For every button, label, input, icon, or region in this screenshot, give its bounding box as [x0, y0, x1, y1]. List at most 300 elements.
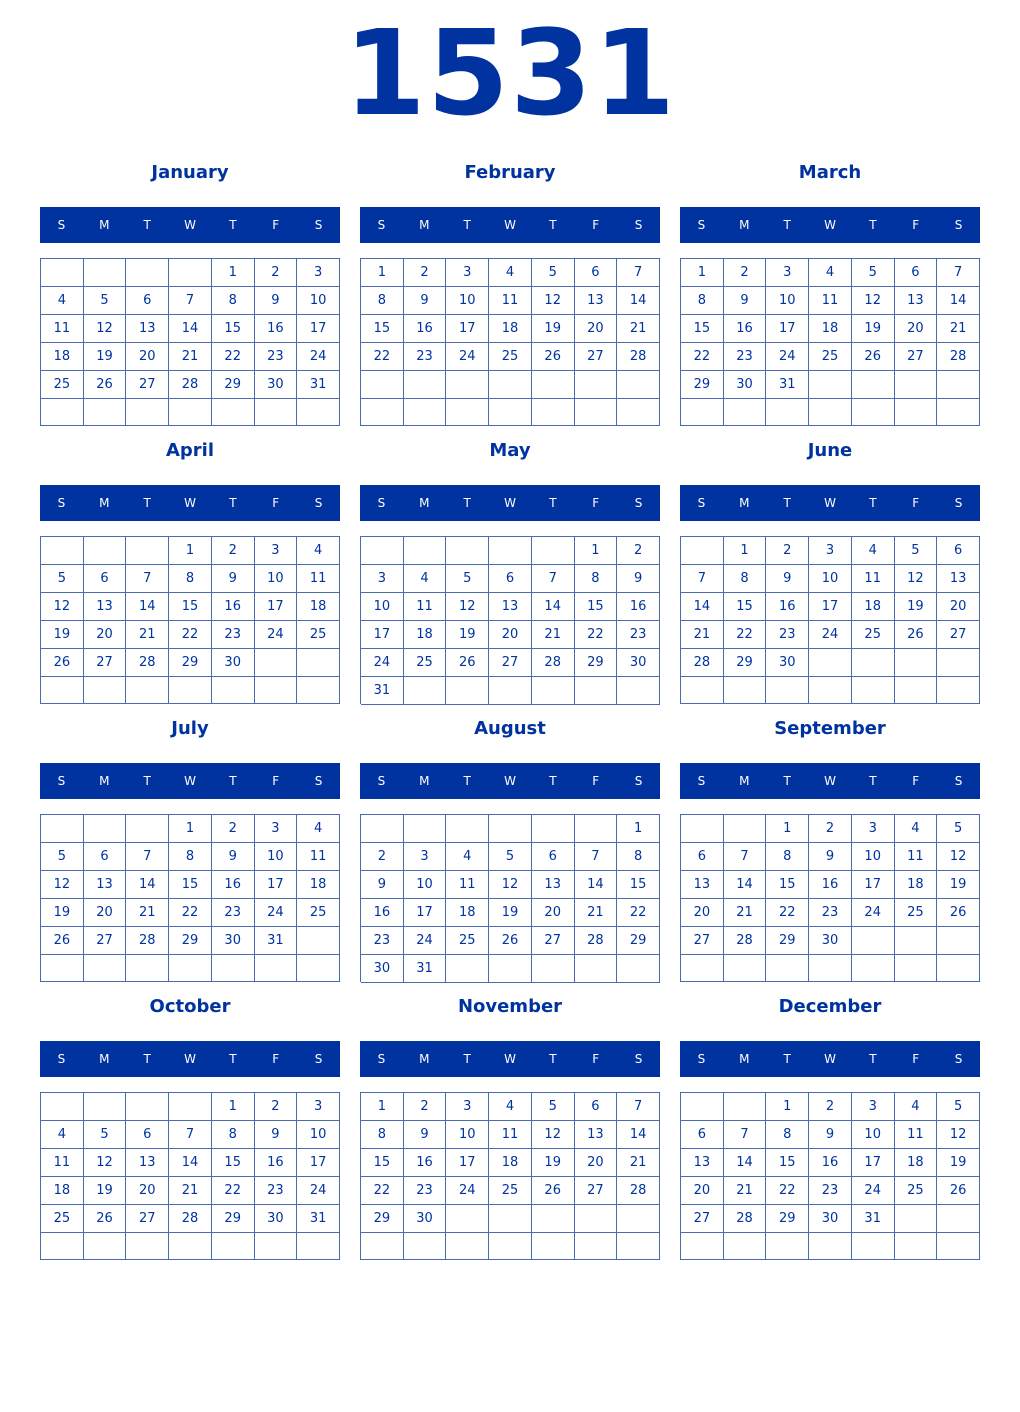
day-cell: 20: [126, 343, 169, 371]
empty-day-cell: [895, 1205, 938, 1233]
day-cell: 4: [809, 259, 852, 287]
empty-day-cell: [255, 649, 298, 677]
empty-day-cell: [532, 677, 575, 705]
weekday-label: F: [592, 496, 600, 510]
day-cell: 31: [297, 371, 340, 399]
day-grid: [40, 1092, 340, 1260]
empty-day-cell: [724, 1233, 767, 1260]
month-march: [680, 155, 980, 427]
day-cell: 23: [404, 1177, 447, 1205]
empty-day-cell: [404, 537, 447, 565]
day-cell: 24: [809, 621, 852, 649]
empty-day-cell: [361, 537, 404, 565]
weekday-label: T: [463, 496, 471, 510]
weekday-header: [360, 485, 660, 521]
day-cell: 12: [84, 1149, 127, 1177]
weekday-label: S: [314, 496, 323, 510]
weekday-label: S: [57, 1052, 66, 1066]
empty-day-cell: [41, 677, 84, 704]
day-cell: 2: [255, 259, 298, 287]
day-cell: 31: [361, 677, 404, 705]
day-cell: 28: [575, 927, 618, 955]
weekday-label: F: [272, 496, 280, 510]
weekday-label: S: [634, 218, 643, 232]
day-cell: 3: [255, 537, 298, 565]
day-cell: 4: [297, 537, 340, 565]
day-cell: 6: [681, 843, 724, 871]
month-august: [360, 711, 660, 983]
day-cell: 11: [489, 287, 532, 315]
day-grid: [360, 814, 660, 982]
empty-day-cell: [809, 371, 852, 399]
empty-day-cell: [446, 677, 489, 705]
empty-day-cell: [532, 1233, 575, 1260]
day-cell: 27: [681, 927, 724, 955]
empty-day-cell: [681, 1233, 724, 1260]
empty-day-cell: [809, 1233, 852, 1260]
month-november: [360, 989, 660, 1261]
day-cell: 30: [212, 649, 255, 677]
day-cell: 10: [255, 565, 298, 593]
weekday-label: T: [229, 218, 237, 232]
day-cell: 3: [766, 259, 809, 287]
day-cell: 4: [41, 1121, 84, 1149]
empty-day-cell: [681, 815, 724, 843]
day-cell: 25: [41, 1205, 84, 1233]
empty-day-cell: [617, 1205, 660, 1233]
empty-day-cell: [126, 399, 169, 426]
day-cell: 30: [255, 1205, 298, 1233]
day-cell: 18: [852, 593, 895, 621]
empty-day-cell: [41, 1093, 84, 1121]
day-cell: 9: [404, 287, 447, 315]
weekday-label: T: [549, 1052, 557, 1066]
day-cell: 25: [895, 1177, 938, 1205]
day-cell: 6: [575, 1093, 618, 1121]
day-cell: 16: [404, 315, 447, 343]
empty-day-cell: [169, 1093, 212, 1121]
empty-day-cell: [681, 677, 724, 704]
month-name: July: [171, 718, 209, 739]
day-cell: 29: [212, 1205, 255, 1233]
day-cell: 26: [937, 1177, 980, 1205]
empty-day-cell: [446, 537, 489, 565]
weekday-label: M: [419, 218, 430, 232]
weekday-label: W: [184, 496, 196, 510]
month-june: [680, 433, 980, 705]
day-cell: 13: [681, 871, 724, 899]
weekday-label: T: [869, 774, 877, 788]
empty-day-cell: [532, 815, 575, 843]
day-grid: [360, 1092, 660, 1260]
weekday-label: W: [504, 218, 516, 232]
day-cell: 22: [766, 1177, 809, 1205]
empty-day-cell: [361, 1233, 404, 1260]
empty-day-cell: [575, 399, 618, 427]
weekday-label: T: [869, 1052, 877, 1066]
month-name: March: [798, 162, 862, 183]
empty-day-cell: [297, 927, 340, 955]
empty-day-cell: [84, 1093, 127, 1121]
day-cell: 23: [255, 343, 298, 371]
empty-day-cell: [937, 649, 980, 677]
day-cell: 9: [255, 287, 298, 315]
day-cell: 14: [617, 1121, 660, 1149]
day-cell: 7: [724, 1121, 767, 1149]
day-cell: 5: [84, 1121, 127, 1149]
day-cell: 14: [724, 1149, 767, 1177]
day-cell: 8: [169, 843, 212, 871]
day-cell: 1: [361, 1093, 404, 1121]
empty-day-cell: [489, 955, 532, 983]
day-cell: 18: [446, 899, 489, 927]
day-cell: 22: [724, 621, 767, 649]
day-cell: 14: [724, 871, 767, 899]
day-cell: 14: [937, 287, 980, 315]
day-cell: 16: [212, 593, 255, 621]
empty-day-cell: [937, 955, 980, 982]
day-cell: 28: [169, 1205, 212, 1233]
weekday-label: F: [912, 218, 920, 232]
day-cell: 13: [489, 593, 532, 621]
day-cell: 12: [489, 871, 532, 899]
day-cell: 11: [489, 1121, 532, 1149]
weekday-header: [40, 207, 340, 243]
empty-day-cell: [532, 399, 575, 427]
day-cell: 15: [212, 1149, 255, 1177]
day-cell: 4: [895, 815, 938, 843]
day-cell: 22: [681, 343, 724, 371]
day-cell: 21: [724, 899, 767, 927]
empty-day-cell: [532, 1205, 575, 1233]
day-cell: 7: [724, 843, 767, 871]
day-cell: 9: [617, 565, 660, 593]
day-cell: 1: [169, 815, 212, 843]
weekday-label: S: [697, 496, 706, 510]
empty-day-cell: [766, 399, 809, 426]
day-cell: 1: [681, 259, 724, 287]
day-cell: 19: [532, 1149, 575, 1177]
day-cell: 25: [297, 899, 340, 927]
empty-day-cell: [126, 955, 169, 982]
day-cell: 17: [446, 315, 489, 343]
month-name: December: [778, 996, 882, 1017]
day-cell: 14: [169, 315, 212, 343]
empty-day-cell: [126, 537, 169, 565]
day-cell: 11: [895, 1121, 938, 1149]
empty-day-cell: [84, 399, 127, 426]
empty-day-cell: [297, 677, 340, 704]
day-cell: 17: [766, 315, 809, 343]
day-cell: 6: [126, 1121, 169, 1149]
weekday-label: T: [143, 496, 151, 510]
day-cell: 9: [724, 287, 767, 315]
day-cell: 10: [361, 593, 404, 621]
day-cell: 1: [724, 537, 767, 565]
weekday-label: F: [912, 774, 920, 788]
day-cell: 19: [532, 315, 575, 343]
empty-day-cell: [852, 1233, 895, 1260]
day-cell: 2: [361, 843, 404, 871]
day-cell: 16: [809, 871, 852, 899]
weekday-label: W: [824, 496, 836, 510]
weekday-label: S: [57, 496, 66, 510]
empty-day-cell: [937, 399, 980, 426]
empty-day-cell: [809, 649, 852, 677]
day-cell: 1: [575, 537, 618, 565]
empty-day-cell: [489, 677, 532, 705]
weekday-label: W: [184, 774, 196, 788]
day-cell: 31: [297, 1205, 340, 1233]
day-cell: 1: [169, 537, 212, 565]
empty-day-cell: [617, 677, 660, 705]
day-cell: 5: [937, 815, 980, 843]
day-cell: 8: [617, 843, 660, 871]
day-cell: 27: [895, 343, 938, 371]
empty-day-cell: [297, 399, 340, 426]
day-cell: 11: [809, 287, 852, 315]
day-cell: 1: [617, 815, 660, 843]
empty-day-cell: [681, 1093, 724, 1121]
day-cell: 19: [84, 343, 127, 371]
day-cell: 24: [446, 1177, 489, 1205]
weekday-label: W: [504, 1052, 516, 1066]
day-cell: 7: [937, 259, 980, 287]
weekday-label: M: [419, 774, 430, 788]
day-cell: 16: [617, 593, 660, 621]
day-cell: 29: [575, 649, 618, 677]
empty-day-cell: [809, 677, 852, 704]
day-cell: 10: [297, 287, 340, 315]
day-cell: 24: [404, 927, 447, 955]
day-cell: 13: [532, 871, 575, 899]
day-cell: 8: [212, 287, 255, 315]
day-cell: 12: [532, 287, 575, 315]
day-cell: 15: [361, 315, 404, 343]
weekday-label: S: [377, 1052, 386, 1066]
day-cell: 21: [169, 343, 212, 371]
empty-day-cell: [126, 1233, 169, 1260]
weekday-label: M: [419, 1052, 430, 1066]
day-cell: 31: [766, 371, 809, 399]
empty-day-cell: [446, 1233, 489, 1260]
empty-day-cell: [361, 371, 404, 399]
day-cell: 28: [724, 1205, 767, 1233]
empty-day-cell: [169, 259, 212, 287]
empty-day-cell: [404, 399, 447, 427]
day-cell: 3: [809, 537, 852, 565]
day-cell: 20: [84, 621, 127, 649]
empty-day-cell: [297, 955, 340, 982]
day-cell: 7: [126, 565, 169, 593]
day-cell: 18: [489, 1149, 532, 1177]
month-may: [360, 433, 660, 705]
weekday-header: [680, 1041, 980, 1077]
day-cell: 29: [766, 1205, 809, 1233]
weekday-label: M: [99, 774, 110, 788]
day-cell: 23: [212, 621, 255, 649]
day-cell: 21: [681, 621, 724, 649]
empty-day-cell: [895, 399, 938, 426]
empty-day-cell: [361, 815, 404, 843]
day-cell: 10: [446, 287, 489, 315]
day-cell: 13: [126, 315, 169, 343]
day-cell: 8: [212, 1121, 255, 1149]
day-cell: 23: [766, 621, 809, 649]
weekday-label: T: [869, 496, 877, 510]
day-cell: 30: [809, 927, 852, 955]
empty-day-cell: [84, 1233, 127, 1260]
month-april: [40, 433, 340, 705]
empty-day-cell: [489, 1233, 532, 1260]
empty-day-cell: [532, 537, 575, 565]
day-cell: 12: [852, 287, 895, 315]
day-cell: 19: [937, 871, 980, 899]
day-cell: 15: [766, 871, 809, 899]
weekday-label: S: [954, 774, 963, 788]
empty-day-cell: [126, 815, 169, 843]
day-cell: 20: [681, 899, 724, 927]
day-cell: 7: [575, 843, 618, 871]
day-cell: 8: [724, 565, 767, 593]
day-cell: 2: [255, 1093, 298, 1121]
day-cell: 25: [404, 649, 447, 677]
day-cell: 27: [937, 621, 980, 649]
day-cell: 7: [169, 1121, 212, 1149]
day-cell: 23: [724, 343, 767, 371]
day-cell: 31: [852, 1205, 895, 1233]
day-cell: 4: [297, 815, 340, 843]
day-cell: 3: [852, 815, 895, 843]
empty-day-cell: [852, 371, 895, 399]
weekday-label: T: [549, 774, 557, 788]
day-cell: 8: [169, 565, 212, 593]
empty-day-cell: [575, 1205, 618, 1233]
empty-day-cell: [724, 955, 767, 982]
day-cell: 17: [361, 621, 404, 649]
weekday-label: S: [697, 218, 706, 232]
day-cell: 20: [84, 899, 127, 927]
empty-day-cell: [681, 955, 724, 982]
day-cell: 23: [617, 621, 660, 649]
day-cell: 16: [361, 899, 404, 927]
weekday-label: S: [314, 218, 323, 232]
empty-day-cell: [446, 955, 489, 983]
day-cell: 30: [766, 649, 809, 677]
day-cell: 16: [724, 315, 767, 343]
day-cell: 18: [895, 1149, 938, 1177]
day-cell: 30: [361, 955, 404, 983]
day-cell: 19: [84, 1177, 127, 1205]
empty-day-cell: [575, 677, 618, 705]
empty-day-cell: [575, 1233, 618, 1260]
day-cell: 7: [532, 565, 575, 593]
empty-day-cell: [937, 1233, 980, 1260]
day-cell: 19: [895, 593, 938, 621]
day-cell: 17: [255, 593, 298, 621]
month-july: [40, 711, 340, 983]
day-cell: 23: [404, 343, 447, 371]
weekday-label: M: [739, 774, 750, 788]
day-cell: 17: [255, 871, 298, 899]
empty-day-cell: [41, 815, 84, 843]
month-name: September: [774, 718, 886, 739]
day-cell: 26: [852, 343, 895, 371]
day-cell: 27: [575, 343, 618, 371]
day-cell: 5: [532, 259, 575, 287]
day-cell: 18: [489, 315, 532, 343]
day-cell: 19: [41, 621, 84, 649]
empty-day-cell: [895, 955, 938, 982]
day-cell: 18: [404, 621, 447, 649]
empty-day-cell: [169, 955, 212, 982]
empty-day-cell: [41, 955, 84, 982]
day-cell: 2: [809, 815, 852, 843]
day-cell: 20: [489, 621, 532, 649]
day-cell: 3: [297, 259, 340, 287]
day-cell: 23: [255, 1177, 298, 1205]
day-cell: 22: [766, 899, 809, 927]
weekday-label: M: [419, 496, 430, 510]
weekday-label: T: [143, 774, 151, 788]
day-cell: 11: [297, 565, 340, 593]
day-cell: 20: [681, 1177, 724, 1205]
day-cell: 23: [212, 899, 255, 927]
day-cell: 18: [895, 871, 938, 899]
day-cell: 24: [255, 621, 298, 649]
day-cell: 13: [681, 1149, 724, 1177]
day-cell: 12: [84, 315, 127, 343]
day-cell: 22: [169, 899, 212, 927]
weekday-header: [680, 763, 980, 799]
year-title: 1531: [343, 4, 677, 142]
day-cell: 11: [895, 843, 938, 871]
weekday-label: T: [229, 774, 237, 788]
day-cell: 12: [41, 593, 84, 621]
day-cell: 3: [446, 259, 489, 287]
empty-day-cell: [617, 1233, 660, 1260]
empty-day-cell: [937, 677, 980, 704]
weekday-header: [40, 485, 340, 521]
month-september: [680, 711, 980, 983]
weekday-label: S: [314, 774, 323, 788]
day-cell: 13: [575, 1121, 618, 1149]
day-cell: 8: [575, 565, 618, 593]
day-cell: 19: [446, 621, 489, 649]
day-cell: 27: [532, 927, 575, 955]
empty-day-cell: [489, 1205, 532, 1233]
day-cell: 24: [361, 649, 404, 677]
empty-day-cell: [532, 371, 575, 399]
day-cell: 3: [361, 565, 404, 593]
empty-day-cell: [126, 677, 169, 704]
day-cell: 3: [852, 1093, 895, 1121]
weekday-label: F: [912, 496, 920, 510]
day-cell: 10: [446, 1121, 489, 1149]
empty-day-cell: [84, 677, 127, 704]
day-cell: 26: [895, 621, 938, 649]
day-cell: 10: [852, 1121, 895, 1149]
day-cell: 29: [212, 371, 255, 399]
day-cell: 17: [297, 1149, 340, 1177]
day-cell: 16: [212, 871, 255, 899]
weekday-label: S: [634, 496, 643, 510]
weekday-label: S: [377, 774, 386, 788]
weekday-label: M: [739, 218, 750, 232]
empty-day-cell: [297, 649, 340, 677]
day-cell: 3: [446, 1093, 489, 1121]
day-cell: 5: [489, 843, 532, 871]
